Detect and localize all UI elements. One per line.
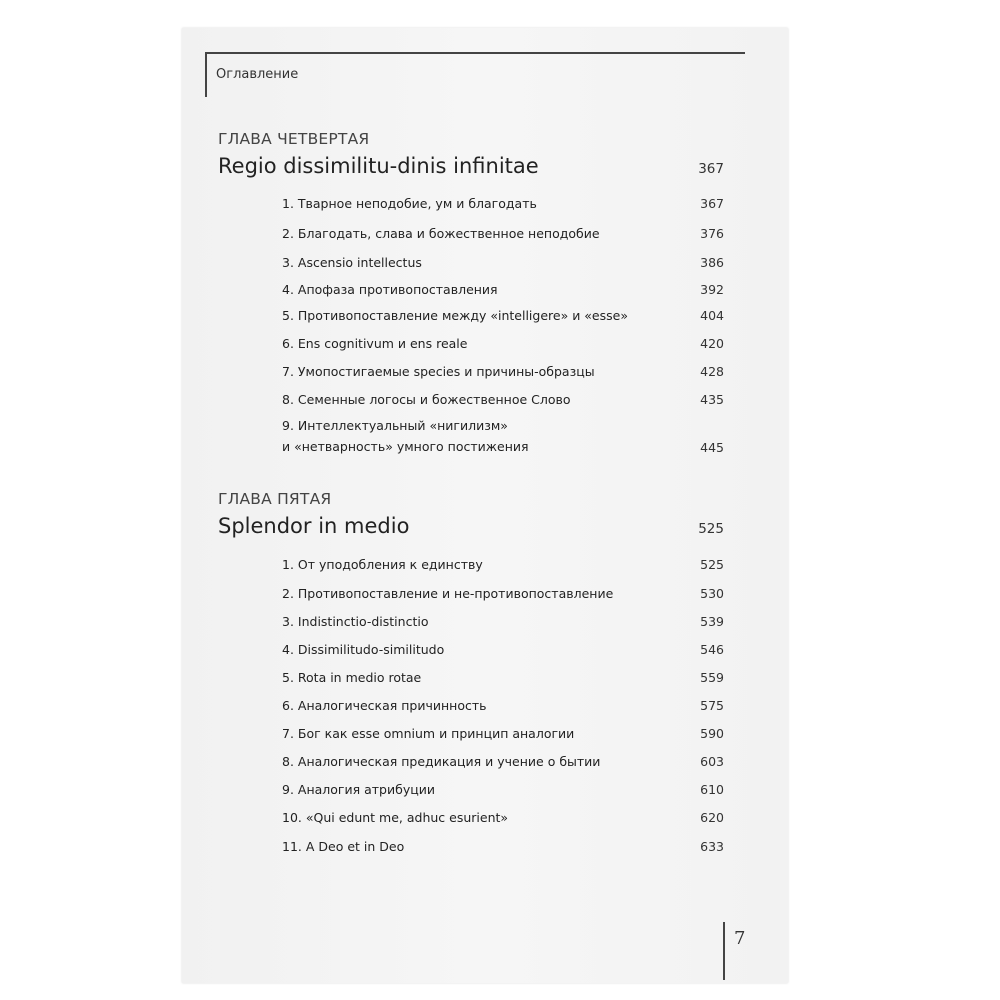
toc-entry-page: 530 xyxy=(700,586,724,601)
toc-entry xyxy=(282,282,724,297)
toc-entry-title: 3. Ascensio intellectus xyxy=(282,255,422,270)
toc-entry xyxy=(282,782,724,797)
toc-entry-page: 559 xyxy=(700,670,724,685)
toc-entry-page: 546 xyxy=(700,642,724,657)
toc-entry-page: 539 xyxy=(700,614,724,629)
toc-entry xyxy=(282,226,724,241)
toc-entry-page: 590 xyxy=(700,726,724,741)
toc-entry-page: 525 xyxy=(700,557,724,572)
chapter4-title: Regio dissimilitu-dinis infinitae xyxy=(218,154,539,178)
toc-entry-title: 4. Апофаза противопоставления xyxy=(282,282,498,297)
toc-entry xyxy=(282,557,724,572)
toc-entry xyxy=(282,586,724,601)
toc-entry xyxy=(282,392,724,407)
toc-entry-title: 2. Благодать, слава и божественное неподобие xyxy=(282,226,600,241)
toc-entry xyxy=(282,810,724,825)
running-head: Оглавление xyxy=(216,67,299,82)
header-rule xyxy=(205,52,745,54)
toc-entry xyxy=(282,364,724,379)
folio-rule xyxy=(723,922,725,980)
toc-entry-page: 633 xyxy=(700,839,724,854)
toc-entry-title: 5. Rota in medio rotae xyxy=(282,670,422,685)
toc-entry-title: 1. От уподобления к единству xyxy=(282,557,483,572)
toc-entry xyxy=(282,308,724,323)
toc-entry-page: 575 xyxy=(700,698,724,713)
toc-entry-title: 3. Indistinctio-distinctio xyxy=(282,614,429,629)
toc-entry xyxy=(282,839,724,854)
toc-entry-page: 386 xyxy=(700,255,724,270)
toc-entry-title: 9. Аналогия атрибуции xyxy=(282,782,435,797)
toc-entry-title: 8. Семенные логосы и божественное Слово xyxy=(282,392,571,407)
toc-entry-title: 5. Противопоставление между «intelligere» и «esse» xyxy=(282,308,628,323)
chapter5-page: 525 xyxy=(698,521,724,537)
toc-entry-page: 376 xyxy=(700,226,724,241)
page-number: 7 xyxy=(734,928,746,949)
toc-entry xyxy=(282,336,724,351)
toc-entry-title: 7. Бог как esse omnium и принцип аналогии xyxy=(282,726,575,741)
toc-entry xyxy=(282,614,724,629)
toc-entry-page: 620 xyxy=(700,810,724,825)
toc-entry-title: 7. Умопостигаемые species и причины-образцы xyxy=(282,364,595,379)
toc-entry-page: 404 xyxy=(700,308,724,323)
toc-entry xyxy=(282,726,724,741)
toc-entry-title-line1: 9. Интеллектуальный «нигилизм» xyxy=(282,418,508,433)
toc-entry xyxy=(282,754,724,769)
toc-entry-title: 10. «Qui edunt me, adhuc esurient» xyxy=(282,810,509,825)
toc-entry-title: 6. Ens cognitivum и ens reale xyxy=(282,336,468,351)
toc-entry-title: 2. Противопоставление и не-противопоставление xyxy=(282,586,614,601)
toc-entry xyxy=(282,418,724,454)
toc-entry-title: 4. Dissimilitudo-similitudo xyxy=(282,642,445,657)
toc-entry-page: 603 xyxy=(700,754,724,769)
toc-entry xyxy=(282,255,724,270)
toc-entry-page: 435 xyxy=(700,392,724,407)
chapter5-title: Splendor in medio xyxy=(218,514,410,538)
toc-entry-page: 428 xyxy=(700,364,724,379)
chapter4-page: 367 xyxy=(698,161,724,177)
toc-entry-title-line2: и «нетварность» умного постижения xyxy=(282,439,529,454)
toc-entry-page: 392 xyxy=(700,282,724,297)
toc-entry-page: 610 xyxy=(700,782,724,797)
toc-entry-title: 1. Тварное неподобие, ум и благодать xyxy=(282,196,537,211)
toc-entry xyxy=(282,642,724,657)
toc-entry-title: 8. Аналогическая предикация и учение о бытии xyxy=(282,754,601,769)
header-rule-vertical xyxy=(205,52,207,97)
toc-entry-title: 6. Аналогическая причинность xyxy=(282,698,487,713)
toc-entry-page: 420 xyxy=(700,336,724,351)
toc-entry xyxy=(282,670,724,685)
toc-entry-page: 445 xyxy=(700,440,724,455)
toc-entry-page: 367 xyxy=(700,196,724,211)
chapter5-label: ГЛАВА ПЯТАЯ xyxy=(218,490,332,508)
toc-entry xyxy=(282,196,724,211)
toc-entry-title: 11. A Deo et in Deo xyxy=(282,839,405,854)
chapter4-label: ГЛАВА ЧЕТВЕРТАЯ xyxy=(218,130,370,148)
toc-entry xyxy=(282,698,724,713)
